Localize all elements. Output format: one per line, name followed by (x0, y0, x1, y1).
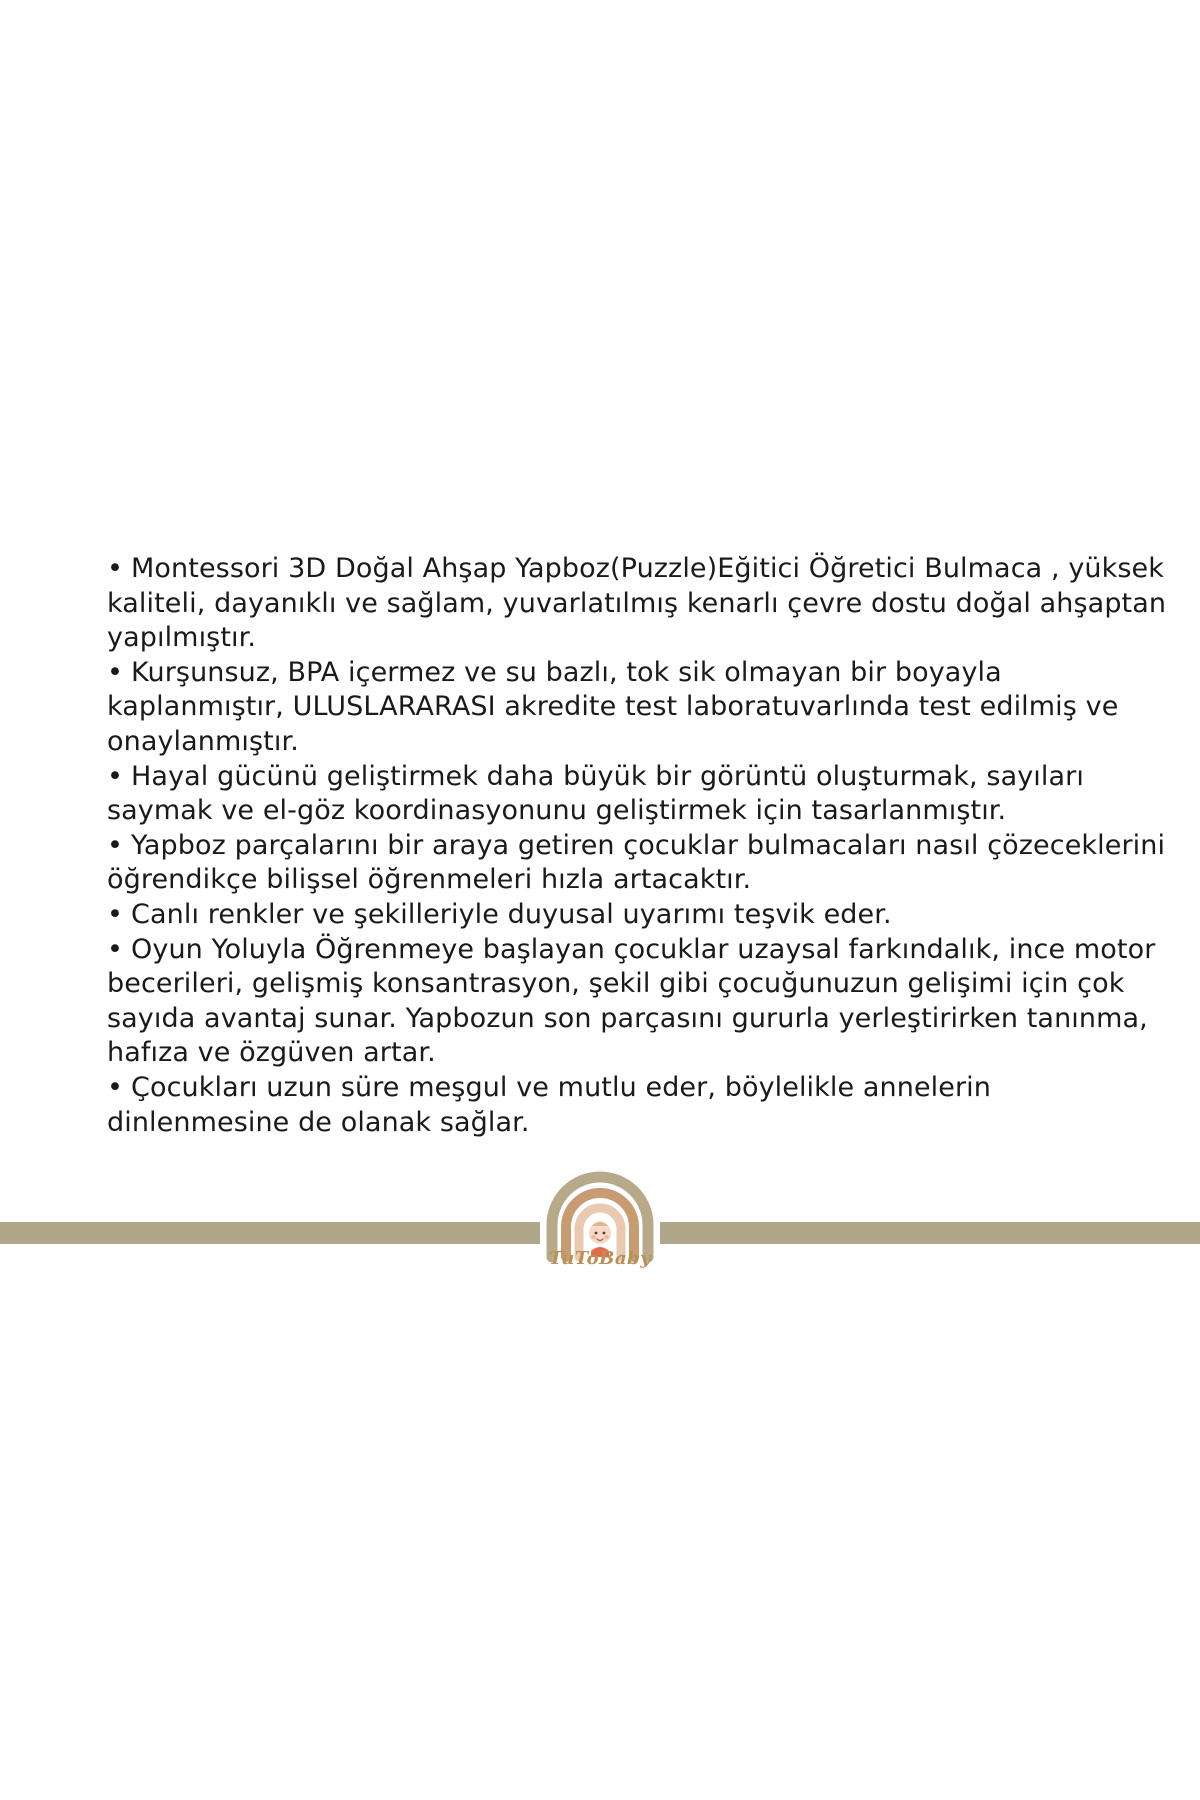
bullet-text: Canlı renkler ve şekilleriyle duyusal uyarımı teşvik eder. (131, 898, 892, 930)
bullet-text: Hayal gücünü geliştirmek daha büyük bir görüntü oluşturmak, sayıları saymak ve el-göz koordinasyonunu geliştirmek için tasarlanmıştır. (107, 760, 1084, 827)
product-description (107, 552, 1167, 1140)
bullet-marker: • (107, 760, 124, 792)
bullet-marker: • (107, 656, 124, 688)
bullet-item (107, 829, 1167, 898)
bullet-text: Kurşunsuz, BPA içermez ve su bazlı, tok sik olmayan bir boyayla kaplanmıştır, ULUSLARARASI akredite test laboratuvarlında test edilmiş ve onaylanmıştır. (107, 656, 1119, 757)
brand-name: TuToBaby (548, 1248, 652, 1269)
bullet-marker: • (107, 829, 124, 861)
bullet-item (107, 760, 1167, 829)
bullet-marker: • (107, 933, 124, 965)
bullet-text: Oyun Yoluyla Öğrenmeye başlayan çocuklar uzaysal farkındalık, ince motor becerileri, gelişmiş konsantrasyon, şekil gibi çocuğunuzun gelişimi için çok sayıda avantaj sunar. Yapbozun son parçasını gururla yerleştirirken tanınma, hafıza ve özgüven artar. (107, 933, 1156, 1069)
bullet-text: Montessori 3D Doğal Ahşap Yapboz(Puzzle)Eğitici Öğretici Bulmaca , yüksek kaliteli, dayanıklı ve sağlam, yuvarlatılmış kenarlı çevre dostu doğal ahşaptan yapılmıştır. (107, 553, 1167, 654)
divider-bar-right (652, 1222, 1200, 1244)
bullet-item (107, 933, 1167, 1071)
bullet-text: Yapboz parçalarını bir araya getiren çocuklar bulmacaları nasıl çözeceklerini öğrendikçe bilişsel öğrenmeleri hızla artacaktır. (107, 829, 1166, 896)
bullet-item (107, 656, 1167, 760)
bullet-text: Çocukları uzun süre meşgul ve mutlu eder, böylelikle annelerin dinlenmesine de olanak sağlar. (107, 1071, 992, 1138)
bullet-item (107, 898, 1167, 933)
bullet-item (107, 552, 1167, 656)
bullet-item (107, 1071, 1167, 1140)
bullet-marker: • (107, 553, 124, 584)
bullet-marker: • (107, 898, 124, 930)
divider-bar-left (0, 1222, 548, 1244)
bullet-marker: • (107, 1071, 124, 1103)
